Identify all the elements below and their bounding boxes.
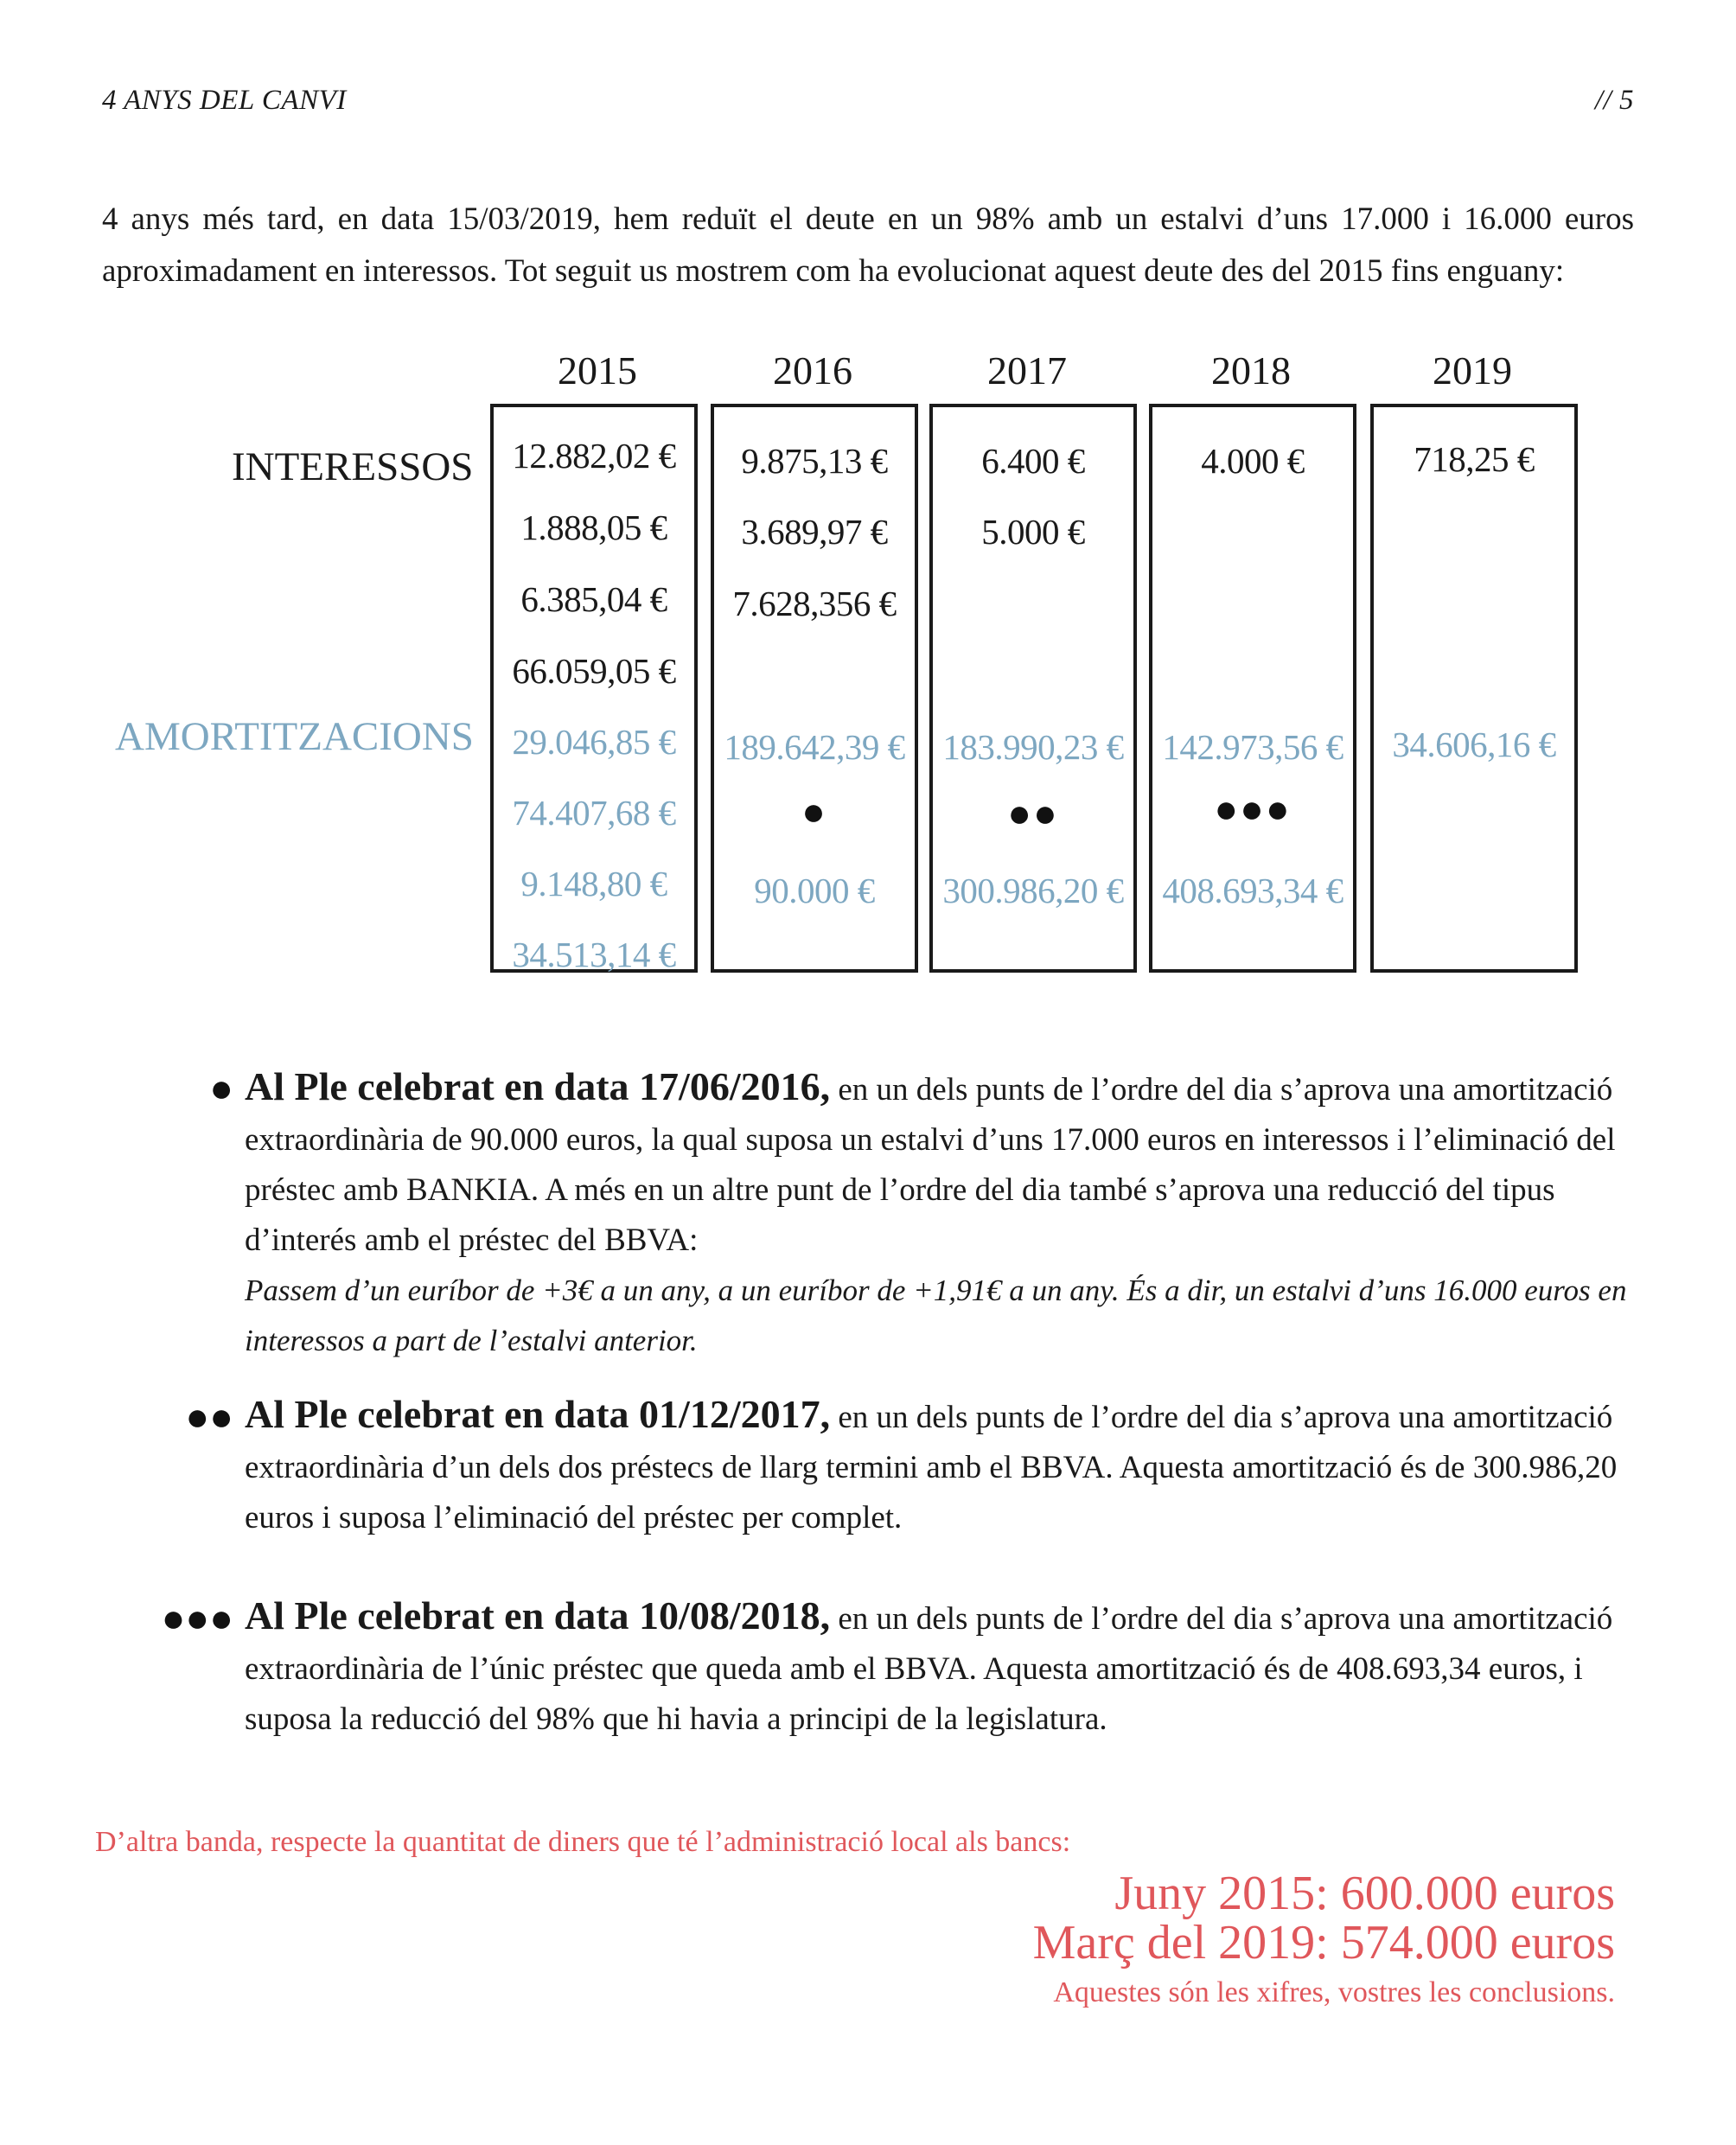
row-label-amortitzacions: AMORTITZACIONS bbox=[115, 714, 474, 759]
note-text: en un dels punts de l’ordre del dia s’aprova una amortització extraordinària d’un dels dos préstecs de llarg termini amb el BBVA. Aquesta amortització és de 300.986,20 euros i suposa l’eliminació del préstec per complet. bbox=[245, 1400, 1618, 1535]
note-text: en un dels punts de l’ordre del dia s’aprova una amortització extraordinària de l’únic préstec que queda amb el BBVA. Aquesta amortització és de 408.693,34 euros, i suposa la reducció del 98% que hi havia a principi de la legislatura. bbox=[245, 1601, 1613, 1737]
year-column-2015 bbox=[490, 404, 698, 973]
note-bullet-2: ●● bbox=[185, 1395, 233, 1439]
amortization-value: 34.606,16 € bbox=[1392, 725, 1556, 764]
year-column-2019 bbox=[1370, 404, 1578, 973]
amortization-value: 189.642,39 € bbox=[724, 727, 905, 767]
year-column-2017 bbox=[929, 404, 1137, 973]
amortization-value: 34.513,14 € bbox=[512, 935, 676, 974]
interest-value: 1.888,05 € bbox=[520, 508, 667, 547]
bank-intro: D’altra banda, respecte la quantitat de diners que té l’administració local als bancs: bbox=[95, 1826, 1071, 1858]
amortization-value: 74.407,68 € bbox=[512, 793, 676, 833]
note-italic: Passem d’un euríbor de +3€ a un any, a un euríbor de +1,91€ a un any. És a dir, un estalvi d’uns 16.000 euros en interessos a part de l’estalvi anterior. bbox=[245, 1274, 1627, 1357]
amortization-value: 183.990,23 € bbox=[942, 727, 1124, 767]
footnote-marker-2: ●● bbox=[1007, 791, 1059, 835]
note-bullet-3: ●●● bbox=[161, 1596, 233, 1640]
interest-value: 4.000 € bbox=[1201, 441, 1305, 481]
interest-value: 7.628,356 € bbox=[732, 584, 897, 623]
closing-remark: Aquestes són les xifres, vostres les conclusions. bbox=[1053, 1976, 1615, 2008]
interest-value: 6.400 € bbox=[981, 441, 1085, 481]
note-text: en un dels punts de l’ordre del dia s’aprova una amortització extraordinària de 90.000 euros, la qual suposa un estalvi d’uns 17.000 euros en interessos i l’eliminació del préstec amb BANKIA. A més en un altre punt de l’ordre del dia també s’aprova una reducció del tipus d’interés amb el préstec del BBVA: bbox=[245, 1072, 1616, 1258]
year-header: 2018 bbox=[1211, 348, 1291, 393]
interest-value: 3.689,97 € bbox=[741, 512, 888, 552]
amortization-value: 300.986,20 € bbox=[942, 871, 1124, 910]
amortization-value: 408.693,34 € bbox=[1162, 871, 1343, 910]
year-header: 2016 bbox=[773, 348, 852, 393]
bank-balance-2015: Juny 2015: 600.000 euros bbox=[1114, 1867, 1615, 1920]
note-2016 bbox=[245, 1062, 1637, 1366]
interest-value: 6.385,04 € bbox=[520, 579, 667, 619]
running-header-title: 4 ANYS DEL CANVI bbox=[102, 85, 347, 116]
year-column-2016 bbox=[711, 404, 918, 973]
page-number: // 5 bbox=[1594, 85, 1634, 116]
note-lead: Al Ple celebrat en data 01/12/2017, bbox=[245, 1392, 831, 1436]
note-bullet-1: ● bbox=[209, 1066, 233, 1110]
year-header: 2017 bbox=[987, 348, 1067, 393]
interest-value: 12.882,02 € bbox=[512, 436, 676, 476]
interest-value: 66.059,05 € bbox=[512, 651, 676, 691]
year-header: 2019 bbox=[1433, 348, 1512, 393]
row-label-interessos: INTERESSOS bbox=[232, 444, 474, 489]
amortization-value: 29.046,85 € bbox=[512, 722, 676, 762]
note-lead: Al Ple celebrat en data 17/06/2016, bbox=[245, 1064, 831, 1108]
amortization-value: 9.148,80 € bbox=[520, 864, 667, 903]
footnote-marker-3: ●●● bbox=[1214, 787, 1292, 831]
footnote-marker-1: ● bbox=[801, 789, 827, 833]
interest-value: 9.875,13 € bbox=[741, 441, 888, 481]
amortization-value: 90.000 € bbox=[754, 871, 875, 910]
note-lead: Al Ple celebrat en data 10/08/2018, bbox=[245, 1593, 831, 1637]
intro-paragraph: 4 anys més tard, en data 15/03/2019, hem reduït el deute en un 98% amb un estalvi d’uns 17.000 i 16.000 euros aproximadament en interessos. Tot seguit us mostrem com ha evolucionat aquest deute des del 2015 fins enguany: bbox=[102, 201, 1634, 289]
year-header: 2015 bbox=[558, 348, 637, 393]
interest-value: 718,25 € bbox=[1414, 439, 1535, 479]
year-column-2018 bbox=[1149, 404, 1356, 973]
amortization-value: 142.973,56 € bbox=[1162, 727, 1343, 767]
interest-value: 5.000 € bbox=[981, 512, 1085, 552]
note-2018 bbox=[245, 1591, 1637, 1745]
bank-balance-2019: Març del 2019: 574.000 euros bbox=[1032, 1916, 1615, 1969]
note-2017 bbox=[245, 1389, 1637, 1543]
